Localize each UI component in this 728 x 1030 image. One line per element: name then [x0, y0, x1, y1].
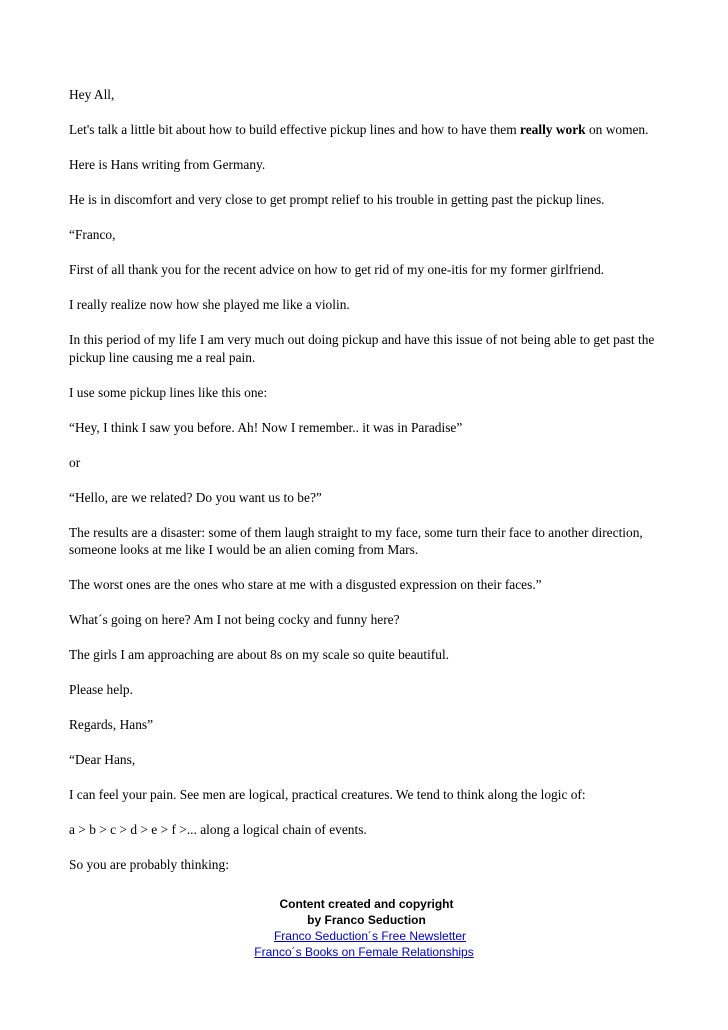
paragraph: Regards, Hans”: [69, 717, 154, 732]
paragraph: [69, 121, 669, 139]
newsletter-link[interactable]: Franco Seduction´s Free Newsletter: [273, 929, 467, 943]
paragraph: “Dear Hans,: [69, 752, 136, 767]
paragraph: I use some pickup lines like this one:: [69, 384, 268, 400]
paragraph: “Hey, I think I saw you before. Ah! Now I remember.. it was in Paradise”: [69, 419, 463, 435]
paragraph: or: [69, 454, 81, 470]
emphasis-text: really work: [520, 122, 586, 137]
copyright-footer: [0, 896, 728, 960]
paragraph: Hey All,: [69, 87, 115, 102]
paragraph: “Hello, are we related? Do you want us to be?”: [69, 489, 322, 505]
paragraph: The results are a disaster: some of them laugh straight to my face, some turn their face to another direction, someone looks at me like I would be an alien coming from Mars.: [69, 524, 643, 557]
paragraph: Please help.: [69, 682, 133, 697]
paragraph-text: Let's talk a little bit about how to build effective pickup lines and how to have them: [69, 122, 521, 137]
paragraph: I really realize now how she played me like a violin.: [69, 297, 350, 312]
paragraph: He is in discomfort and very close to get prompt relief to his trouble in getting past the pickup lines.: [69, 192, 605, 207]
paragraph: In this period of my life I am very much out doing pickup and have this issue of not being able to get past the pickup line causing me a real pain.: [69, 332, 655, 365]
books-link[interactable]: Franco´s Books on Female Relationships: [254, 945, 474, 959]
paragraph: The girls I am approaching are about 8s on my scale so quite beautiful.: [69, 647, 450, 662]
letter-body: [69, 86, 669, 891]
paragraph: First of all thank you for the recent advice on how to get rid of my one-itis for my former girlfriend.: [69, 262, 605, 277]
paragraph: So you are probably thinking:: [69, 857, 229, 872]
paragraph: Here is Hans writing from Germany.: [69, 157, 266, 172]
copyright-line: Content created and copyright: [279, 897, 454, 911]
paragraph: What´s going on here? Am I not being cocky and funny here?: [69, 612, 400, 627]
paragraph: “Franco,: [69, 227, 116, 242]
author-line: by Franco Seduction: [307, 913, 426, 927]
paragraph: I can feel your pain. See men are logical, practical creatures. We tend to think along the logic of:: [69, 787, 586, 802]
paragraph: The worst ones are the ones who stare at me with a disgusted expression on their faces.”: [69, 577, 542, 592]
paragraph-text: on women.: [585, 122, 649, 137]
paragraph: a > b > c > d > e > f >... along a logical chain of events.: [69, 822, 367, 837]
